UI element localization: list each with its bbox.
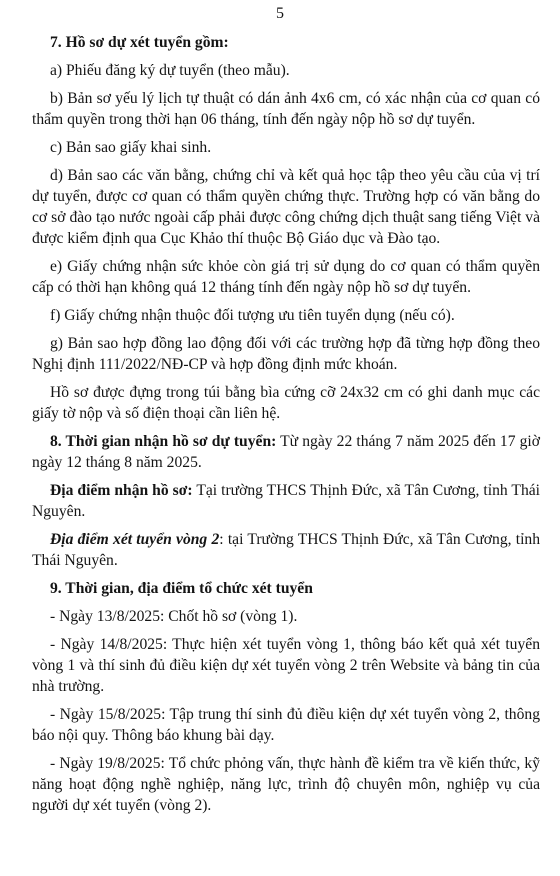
section-9-item-4: - Ngày 19/8/2025: Tổ chức phỏng vấn, thực hành đề kiểm tra về kiến thức, kỹ năng hoạt động nghề nghiệp, năng lực, trình độ chuyên môn, nghiệp vụ của người dự xét tuyển (vòng 2). [32,755,540,814]
section-7-item-a: a) Phiếu đăng ký dự tuyển (theo mẫu). [50,62,290,79]
round2-place-text: : tại Trường THCS Thịnh Đức, xã Tân Cương, tỉnh Thái Nguyên. [32,531,540,569]
section-7-note: Hồ sơ được đựng trong túi bằng bìa cứng cỡ 24x32 cm có ghi danh mục các giấy tờ nộp và số điện thoại cần liên hệ. [32,384,540,422]
section-9-item-1: - Ngày 13/8/2025: Chốt hồ sơ (vòng 1). [50,608,298,625]
submission-place-label: Địa điểm nhận hồ sơ: [50,482,193,499]
round2-place-label: Địa điểm xét tuyển vòng 2 [50,531,220,548]
document-body [32,0,540,816]
page-number: 5 [276,5,284,22]
submission-place-paragraph [32,480,540,522]
section-7-item-c: c) Bản sao giấy khai sinh. [50,139,212,156]
section-7-item-b: b) Bản sơ yếu lý lịch tự thuật có dán ảnh 4x6 cm, có xác nhận của cơ quan có thẩm quyền trong thời hạn 06 tháng, tính đến ngày nộp hồ sơ dự tuyển. [32,90,540,128]
section-8-heading: 8. Thời gian nhận hồ sơ dự tuyển: [50,433,277,450]
submission-place-text: Tại trường THCS Thịnh Đức, xã Tân Cương, tỉnh Thái Nguyên. [32,482,540,520]
section-8-paragraph [32,431,540,473]
section-9-item-3: - Ngày 15/8/2025: Tập trung thí sinh đủ điều kiện dự xét tuyển vòng 2, thông báo nội quy. Thông báo khung bài dạy. [32,706,540,744]
section-9-item-2: - Ngày 14/8/2025: Thực hiện xét tuyển vòng 1, thông báo kết quả xét tuyển vòng 1 và thí sinh đủ điều kiện dự xét tuyển vòng 2 trên Website và bảng tin của nhà trường. [32,636,540,695]
round2-place-paragraph [32,529,540,571]
section-7-item-f: f) Giấy chứng nhận thuộc đối tượng ưu tiên tuyển dụng (nếu có). [50,307,455,324]
section-7-item-e: e) Giấy chứng nhận sức khỏe còn giá trị sử dụng do cơ quan có thẩm quyền cấp có thời hạn không quá 12 tháng tính đến ngày nộp hồ sơ dự tuyển. [32,258,540,296]
section-9-heading: 9. Thời gian, địa điểm tổ chức xét tuyển [50,580,313,597]
section-7-heading: 7. Hồ sơ dự xét tuyển gồm: [50,34,229,51]
section-7-item-d: d) Bản sao các văn bằng, chứng chỉ và kết quả học tập theo yêu cầu của vị trí dự tuyển, được cơ quan có thẩm quyền chứng thực. Trường hợp có văn bằng do cơ sở đào tạo nước ngoài cấp phải được công chứng dịch thuật sang tiếng Việt và được kiểm định qua Cục Khảo thí thuộc Bộ Giáo dục và Đào tạo. [32,167,540,247]
section-8-text: Từ ngày 22 tháng 7 năm 2025 đến 17 giờ ngày 12 tháng 8 năm 2025. [32,433,540,471]
section-7-item-g: g) Bản sao hợp đồng lao động đối với các trường hợp đã từng hợp đồng theo Nghị định 111/2022/NĐ-CP và hợp đồng định mức khoán. [32,335,540,373]
